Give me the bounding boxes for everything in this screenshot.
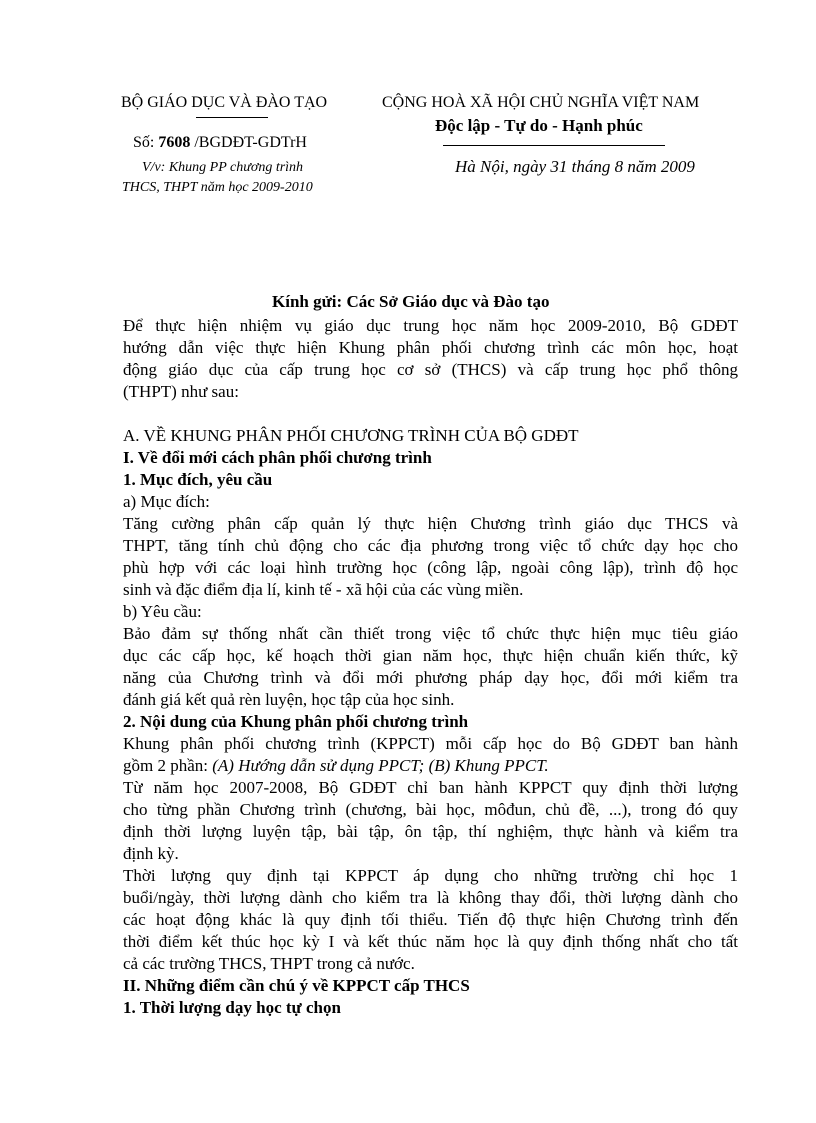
section-i-heading: I. Về đổi mới cách phân phối chương trình — [123, 448, 432, 467]
paragraph-2007-line: định thời lượng luyện tập, bài tập, ôn tập, thí nghiệm, thực hành và kiểm tra — [123, 822, 738, 841]
number-prefix: Số: — [133, 134, 159, 151]
intro-line: động giáo dục của cấp trung học cơ sở (THCS) và cấp trung học phổ thông — [123, 360, 738, 379]
purpose-line: phù hợp với các loại hình trường học (công lập, ngoài công lập), trình độ học — [123, 558, 738, 577]
content-line — [123, 755, 738, 777]
subject-line-2: THCS, THPT năm học 2009-2010 — [122, 180, 313, 195]
subject-line-1: V/v: Khung PP chương trình — [142, 160, 304, 175]
subsection-2-heading: 2. Nội dung của Khung phân phối chương trình — [123, 712, 469, 731]
number-value: 7608 — [158, 134, 191, 151]
paragraph-2007-line: Từ năm học 2007-2008, Bộ GDĐT chỉ ban hành KPPCT quy định thời lượng — [123, 778, 738, 797]
purpose-line: THPT, tăng tính chủ động cho các địa phương trong việc tổ chức dạy học cho — [123, 536, 738, 555]
requirement-line: dục các cấp học, kế hoạch thời gian năm học, thực hiện chuẩn kiến thức, kỹ — [123, 646, 738, 665]
paragraph-time-line: thời điểm kết thúc học kỳ I và kết thúc năm học là quy định thống nhất cho tất — [123, 932, 738, 951]
paragraph-2007-line: định kỳ. — [123, 844, 179, 863]
subsection-ii-1-heading: 1. Thời lượng dạy học tự chọn — [123, 998, 341, 1017]
ministry-name: BỘ GIÁO DỤC VÀ ĐÀO TẠO — [121, 94, 328, 111]
purpose-line: sinh và đặc điểm địa lí, kinh tế - xã hội của các vùng miền. — [123, 580, 524, 599]
intro-line: Để thực hiện nhiệm vụ giáo dục trung học năm học 2009-2010, Bộ GDĐT — [123, 316, 738, 335]
number-suffix: /BGDĐT-GDTrH — [190, 134, 307, 151]
content-line-italic: (A) Hướng dẫn sử dụng PPCT; (B) Khung PPCT. — [212, 756, 549, 775]
intro-line: hướng dẫn việc thực hiện Khung phân phối chương trình các môn học, hoạt — [123, 338, 738, 357]
section-ii-heading: II. Những điểm cần chú ý về KPPCT cấp THCS — [123, 976, 470, 995]
motto-underline — [443, 145, 665, 146]
content-line-start: gồm 2 phần: — [123, 756, 213, 775]
subsection-1-heading: 1. Mục đích, yêu cầu — [123, 470, 273, 489]
nation-name: CỘNG HOÀ XÃ HỘI CHỦ NGHĨA VIỆT NAM — [382, 94, 700, 111]
recipient: Kính gửi: Các Sở Giáo dục và Đào tạo — [272, 292, 550, 311]
purpose-line: Tăng cường phân cấp quản lý thực hiện Chương trình giáo dục THCS và — [123, 514, 738, 533]
paragraph-time-line: buổi/ngày, thời lượng dành cho kiểm tra là không thay đổi, thời lượng dành cho — [123, 888, 738, 907]
document-number — [133, 134, 307, 152]
subsection-a-label: a) Mục đích: — [123, 492, 210, 511]
paragraph-time-line: Thời lượng quy định tại KPPCT áp dụng cho những trường chỉ học 1 — [123, 866, 738, 885]
requirement-line: Bảo đảm sự thống nhất cần thiết trong việc tổ chức thực hiện mục tiêu giáo — [123, 624, 738, 643]
section-a-heading: A. VỀ KHUNG PHÂN PHỐI CHƯƠNG TRÌNH CỦA BỘ GDĐT — [123, 426, 579, 445]
place-date: Hà Nội, ngày 31 tháng 8 năm 2009 — [455, 157, 695, 176]
ministry-underline — [196, 117, 268, 118]
paragraph-time-line: cả các trường THCS, THPT trong cả nước. — [123, 954, 415, 973]
content-line: Khung phân phối chương trình (KPPCT) mỗi cấp học do Bộ GDĐT ban hành — [123, 734, 738, 753]
national-motto: Độc lập - Tự do - Hạnh phúc — [435, 116, 643, 135]
intro-line: (THPT) như sau: — [123, 382, 239, 401]
subsection-b-label: b) Yêu cầu: — [123, 602, 202, 621]
requirement-line: năng của Chương trình và đổi mới phương pháp dạy học, đổi mới kiểm tra — [123, 668, 738, 687]
paragraph-2007-line: cho từng phần Chương trình (chương, bài học, môđun, chủ đề, ...), trong đó quy — [123, 800, 738, 819]
paragraph-time-line: các hoạt động khác là quy định tối thiểu. Tiến độ thực hiện Chương trình đến — [123, 910, 738, 929]
document-body — [123, 315, 738, 1019]
requirement-line: đánh giá kết quả rèn luyện, học tập của học sinh. — [123, 690, 455, 709]
